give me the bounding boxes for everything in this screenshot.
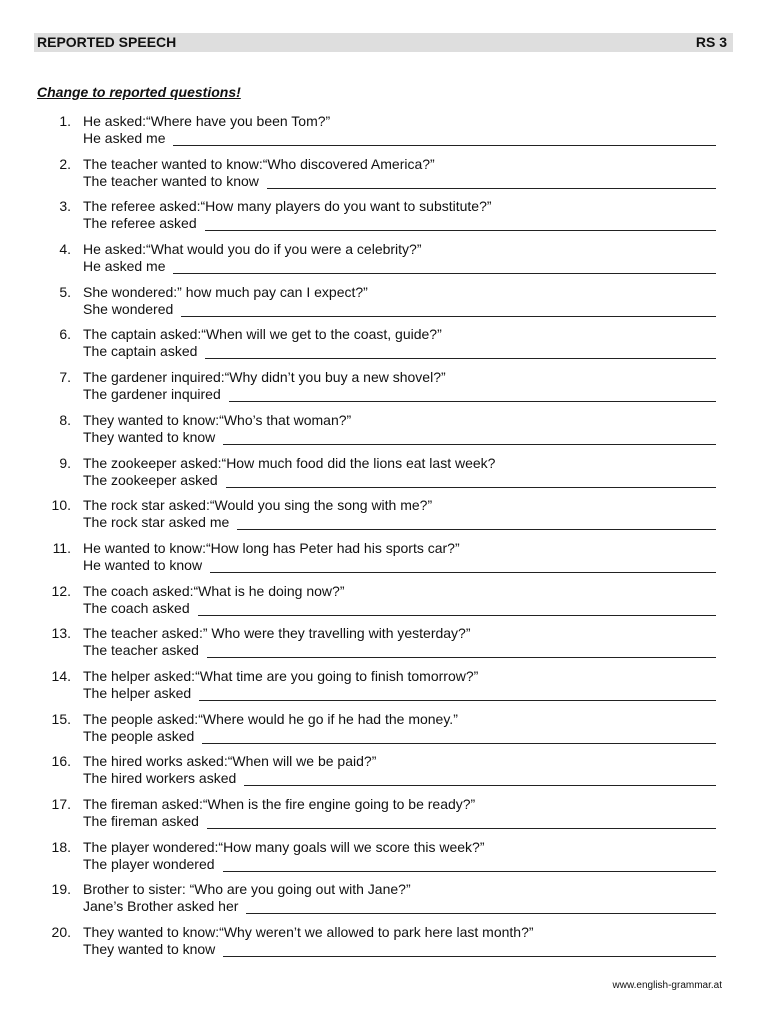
- item-number: 7.: [59, 369, 71, 386]
- direct-question: The people asked:“Where would he go if he had the money.”: [83, 710, 458, 727]
- exercise-item: [0, 668, 768, 711]
- answer-prefix: They wanted to know: [83, 941, 216, 958]
- direct-question: The gardener inquired:“Why didn’t you buy a new shovel?”: [83, 369, 446, 386]
- item-number: 8.: [59, 411, 71, 428]
- answer-blank-line[interactable]: [223, 432, 716, 445]
- item-number: 16.: [51, 753, 71, 770]
- direct-question: He asked:“What would you do if you were a celebrity?”: [83, 241, 422, 258]
- direct-question: The coach asked:“What is he doing now?”: [83, 582, 345, 599]
- answer-blank-line[interactable]: [210, 560, 716, 573]
- direct-question: The zookeeper asked:“How much food did the lions eat last week?: [83, 454, 496, 471]
- exercise-item: [0, 198, 768, 241]
- exercise-item: [0, 625, 768, 668]
- direct-question: The rock star asked:“Would you sing the song with me?”: [83, 497, 433, 514]
- direct-question: The teacher asked:” Who were they travelling with yesterday?”: [83, 625, 471, 642]
- item-number: 1.: [59, 113, 71, 129]
- worksheet-code: RS 3: [695, 34, 727, 50]
- item-number: 19.: [51, 881, 71, 898]
- answer-prefix: The referee asked: [83, 215, 197, 232]
- answer-blank-line[interactable]: [173, 261, 716, 274]
- exercise-item: [0, 455, 768, 498]
- direct-question: The fireman asked:“When is the fire engine going to be ready?”: [83, 796, 476, 812]
- page-title: REPORTED SPEECH: [37, 34, 177, 50]
- answer-row: [83, 429, 716, 446]
- answer-prefix: He asked me: [83, 130, 166, 146]
- answer-blank-line[interactable]: [244, 773, 716, 786]
- item-number: 17.: [51, 796, 71, 812]
- item-number: 15.: [51, 710, 71, 727]
- item-number: 4.: [59, 241, 71, 258]
- exercise-item: [0, 796, 768, 839]
- direct-question: The helper asked:“What time are you going to finish tomorrow?”: [83, 667, 479, 684]
- item-number: 2.: [59, 155, 71, 172]
- exercise-item: [0, 753, 768, 796]
- answer-blank-line[interactable]: [226, 475, 716, 488]
- answer-row: [83, 130, 716, 147]
- answer-row: [83, 386, 716, 403]
- item-number: 6.: [59, 326, 71, 343]
- answer-prefix: The zookeeper asked: [83, 471, 218, 488]
- answer-row: [83, 472, 716, 489]
- answer-row: [83, 557, 716, 574]
- exercise-item: [0, 839, 768, 882]
- answer-prefix: The rock star asked me: [83, 514, 230, 531]
- exercise-item: [0, 540, 768, 583]
- answer-row: [83, 215, 716, 232]
- answer-prefix: They wanted to know: [83, 428, 216, 445]
- exercise-list: [0, 113, 768, 967]
- answer-row: [83, 301, 716, 318]
- answer-blank-line[interactable]: [223, 859, 716, 872]
- answer-blank-line[interactable]: [207, 645, 716, 658]
- exercise-item: [0, 497, 768, 540]
- answer-prefix: She wondered: [83, 300, 174, 317]
- header-bar: [34, 33, 733, 52]
- answer-row: [83, 813, 716, 830]
- answer-row: [83, 685, 716, 702]
- direct-question: She wondered:” how much pay can I expect?”: [83, 283, 368, 300]
- answer-blank-line[interactable]: [205, 346, 716, 359]
- direct-question: The hired works asked:“When will we be paid?”: [83, 753, 377, 770]
- direct-question: They wanted to know:“Why weren’t we allowed to park here last month?”: [83, 924, 534, 941]
- direct-question: The player wondered:“How many goals will we score this week?”: [83, 838, 485, 855]
- answer-prefix: The gardener inquired: [83, 386, 221, 403]
- item-number: 20.: [51, 924, 71, 941]
- exercise-item: [0, 881, 768, 924]
- footer-url: www.english-grammar.at: [612, 980, 722, 991]
- answer-prefix: He asked me: [83, 258, 166, 275]
- answer-row: [83, 856, 716, 873]
- answer-prefix: The fireman asked: [83, 813, 199, 829]
- item-number: 18.: [51, 838, 71, 855]
- exercise-item: [0, 924, 768, 967]
- exercise-item: [0, 241, 768, 284]
- answer-prefix: He wanted to know: [83, 556, 203, 573]
- answer-blank-line[interactable]: [223, 944, 716, 957]
- direct-question: The captain asked:“When will we get to the coast, guide?”: [83, 326, 442, 343]
- item-number: 14.: [51, 667, 71, 684]
- answer-blank-line[interactable]: [207, 816, 716, 829]
- answer-prefix: The player wondered: [83, 855, 215, 872]
- direct-question: Brother to sister: “Who are you going out with Jane?”: [83, 881, 411, 898]
- exercise-item: [0, 326, 768, 369]
- answer-row: [83, 898, 716, 915]
- answer-row: [83, 343, 716, 360]
- exercise-item: [0, 369, 768, 412]
- answer-row: [83, 600, 716, 617]
- answer-blank-line[interactable]: [205, 218, 716, 231]
- answer-blank-line[interactable]: [198, 603, 716, 616]
- answer-row: [83, 728, 716, 745]
- answer-prefix: The people asked: [83, 727, 195, 744]
- answer-row: [83, 173, 716, 190]
- direct-question: They wanted to know:“Who’s that woman?”: [83, 411, 352, 428]
- direct-question: He wanted to know:“How long has Peter had his sports car?”: [83, 539, 460, 556]
- answer-blank-line[interactable]: [237, 517, 716, 530]
- exercise-item: [0, 711, 768, 754]
- direct-question: The referee asked:“How many players do you want to substitute?”: [83, 198, 492, 215]
- answer-prefix: Jane’s Brother asked her: [83, 898, 239, 915]
- answer-row: [83, 642, 716, 659]
- answer-row: [83, 941, 716, 958]
- answer-row: [83, 258, 716, 275]
- item-number: 9.: [59, 454, 71, 471]
- direct-question: The teacher wanted to know:“Who discovered America?”: [83, 155, 435, 172]
- exercise-item: [0, 412, 768, 455]
- exercise-item: [0, 583, 768, 626]
- exercise-item: [0, 113, 768, 156]
- item-number: 13.: [51, 625, 71, 642]
- answer-blank-line[interactable]: [173, 133, 716, 146]
- answer-row: [83, 770, 716, 787]
- answer-blank-line[interactable]: [181, 304, 716, 317]
- answer-blank-line[interactable]: [229, 389, 716, 402]
- answer-blank-line[interactable]: [267, 176, 716, 189]
- answer-prefix: The hired workers asked: [83, 770, 237, 787]
- answer-blank-line[interactable]: [246, 901, 716, 914]
- instruction-heading: Change to reported questions!: [37, 84, 241, 100]
- answer-prefix: The captain asked: [83, 343, 198, 360]
- answer-prefix: The helper asked: [83, 684, 192, 701]
- answer-prefix: The coach asked: [83, 599, 190, 616]
- exercise-item: [0, 156, 768, 199]
- direct-question: He asked:“Where have you been Tom?”: [83, 113, 331, 129]
- item-number: 3.: [59, 198, 71, 215]
- answer-prefix: The teacher wanted to know: [83, 172, 259, 189]
- answer-blank-line[interactable]: [202, 731, 716, 744]
- exercise-item: [0, 284, 768, 327]
- answer-prefix: The teacher asked: [83, 642, 199, 659]
- item-number: 10.: [51, 497, 71, 514]
- answer-row: [83, 514, 716, 531]
- item-number: 5.: [59, 283, 71, 300]
- item-number: 11.: [52, 539, 71, 556]
- answer-blank-line[interactable]: [199, 688, 716, 701]
- item-number: 12.: [51, 582, 71, 599]
